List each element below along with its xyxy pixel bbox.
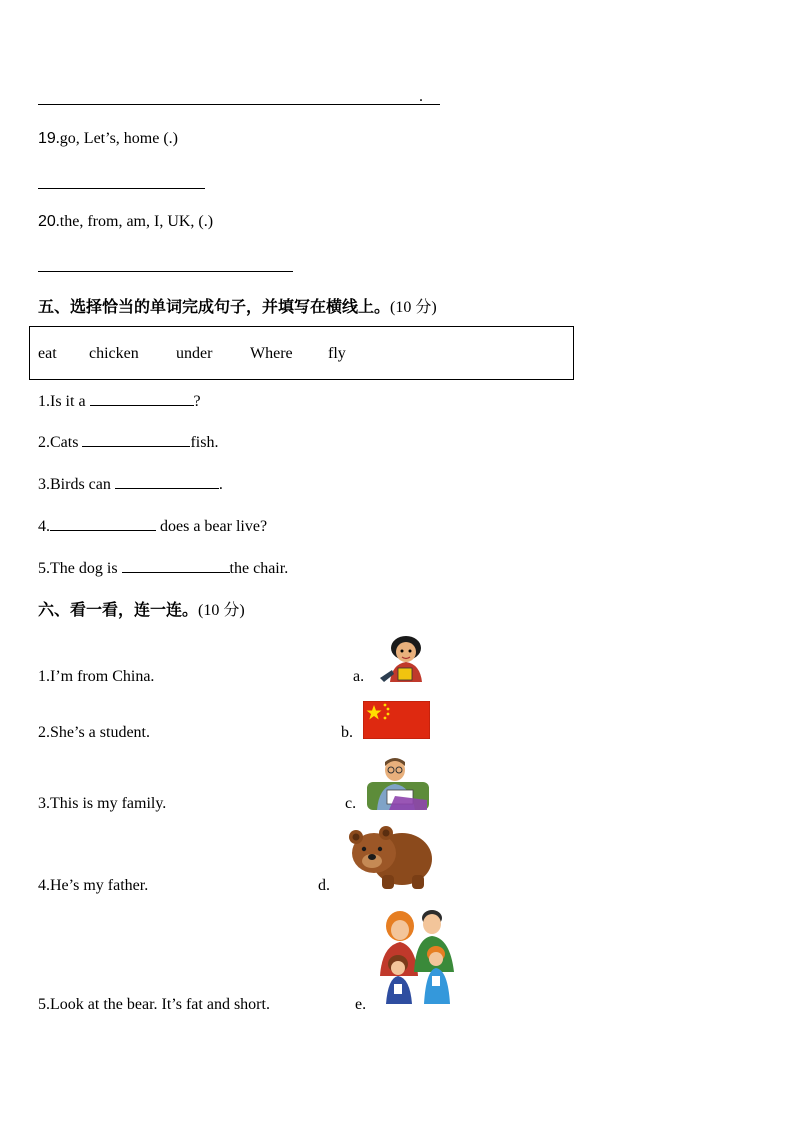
word-bank-item: chicken — [89, 345, 139, 362]
fill-blank[interactable] — [82, 432, 190, 447]
match-letter-c: c. — [345, 795, 357, 812]
q20-number: 20 — [38, 213, 56, 230]
q20-prompt — [38, 213, 213, 231]
fill-item-text: 3.Birds can — [38, 476, 115, 493]
fill-item-text: 1.Is it a — [38, 393, 90, 410]
word-bank-item: under — [176, 345, 213, 362]
fill-blank[interactable] — [122, 558, 230, 573]
q19-number: 19 — [38, 130, 56, 147]
fill-blank[interactable] — [115, 474, 219, 489]
section6-heading — [38, 597, 245, 620]
fill-item-text: . — [218, 476, 223, 493]
fill-blank[interactable] — [90, 391, 194, 406]
q19-answer-line[interactable] — [38, 188, 205, 189]
match-letter-a: a. — [353, 668, 365, 685]
section5-title: 五、选择恰当的单词完成句子，并填写在横线上。 — [38, 297, 391, 316]
q18-answer-line[interactable] — [38, 104, 440, 105]
fill-item-3 — [38, 474, 223, 494]
match-letter-e: e. — [355, 996, 367, 1013]
match-sentence-3: 3.This is my family. — [38, 795, 167, 812]
fill-item-text: the chair. — [229, 560, 289, 577]
match-sentence-2: 2.She’s a student. — [38, 724, 150, 741]
bear-icon[interactable] — [342, 823, 434, 891]
china-flag-icon[interactable] — [363, 701, 430, 739]
q20-answer-line[interactable] — [38, 271, 293, 272]
girl-student-icon[interactable] — [376, 634, 436, 684]
fill-item-1 — [38, 391, 201, 411]
match-sentence-1: 1.I’m from China. — [38, 668, 155, 685]
fill-item-text: 4. — [38, 518, 50, 535]
q20-text: .the, from, am, I, UK, (.) — [55, 213, 214, 230]
match-letter-d: d. — [318, 877, 330, 894]
fill-blank[interactable] — [50, 516, 156, 531]
q18-period: . — [419, 88, 423, 105]
word-bank-item: eat — [38, 345, 57, 362]
q19-text: .go, Let’s, home (.) — [55, 130, 178, 147]
father-icon[interactable] — [365, 756, 431, 810]
match-sentence-4: 4.He’s my father. — [38, 877, 149, 894]
section6-title: 六、看一看，连一连。 — [38, 600, 199, 619]
fill-item-text: fish. — [190, 434, 219, 451]
match-letter-b: b. — [341, 724, 353, 741]
fill-item-2 — [38, 432, 218, 452]
fill-item-text: ? — [193, 393, 201, 410]
word-bank-box — [29, 326, 574, 380]
word-bank-item: fly — [328, 345, 346, 362]
word-bank-item: Where — [250, 345, 293, 362]
fill-item-5 — [38, 558, 288, 578]
q19-prompt — [38, 130, 178, 148]
fill-item-text: 2.Cats — [38, 434, 83, 451]
fill-item-text: does a bear live? — [156, 518, 268, 535]
match-sentence-5: 5.Look at the bear. It’s fat and short. — [38, 996, 270, 1013]
fill-item-4 — [38, 516, 267, 536]
family-icon[interactable] — [374, 906, 460, 1004]
section6-score: (10 分) — [198, 602, 245, 619]
fill-item-text: 5.The dog is — [38, 560, 122, 577]
section5-heading — [38, 294, 437, 317]
section5-score: (10 分) — [390, 299, 437, 316]
